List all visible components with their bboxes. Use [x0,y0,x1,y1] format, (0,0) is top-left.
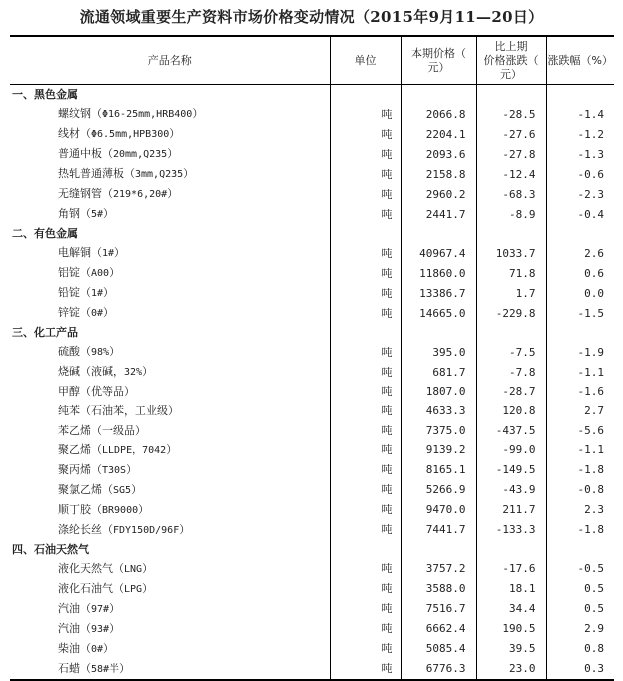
product-price: 5266.9 [401,480,476,500]
product-name-text: 柴油（ [58,641,91,655]
product-pct: -0.5 [577,562,604,576]
product-pct: -0.8 [577,483,604,497]
product-change: 23.0 [476,659,546,680]
product-name-text: 石蜡（ [58,661,91,675]
product-name-text: 线材（ [58,127,91,141]
product-pct: 0.5 [584,582,604,596]
product-spec-close: ） [142,561,154,575]
category-row [10,85,614,105]
product-spec: LLDPE，7042 [102,444,167,456]
product-name [10,520,330,540]
product-unit: 吨 [330,659,401,680]
product-change: -149.5 [476,460,546,480]
product-price: 9470.0 [401,500,476,520]
product-price: 2441.7 [401,204,476,224]
product-name-text: 普通中板（ [58,147,113,161]
product-spec-close: ） [192,107,204,121]
category-change-cell [476,540,546,559]
product-spec-close: ） [109,601,121,615]
product-name-text: 液化石油气（ [58,581,124,595]
product-change: 71.8 [476,263,546,283]
table-row [10,342,614,362]
product-spec-close: ） [166,442,178,456]
product-spec-close: ） [109,266,121,280]
category-row [10,540,614,559]
product-unit: 吨 [330,144,401,164]
product-spec: 5# [91,209,104,221]
product-spec: A00 [91,268,110,280]
product-change: -12.4 [476,164,546,184]
category-change-cell [476,224,546,243]
category-change-cell [476,323,546,342]
product-change: 190.5 [476,619,546,639]
product-price: 6662.4 [401,619,476,639]
product-unit: 吨 [330,520,401,540]
product-unit: 吨 [330,204,401,224]
product-pct: -1.1 [577,443,604,457]
product-unit: 吨 [330,104,401,124]
header-pct: 涨跌幅（%） [546,36,614,85]
product-spec-close: ） [109,345,121,359]
header-change [476,36,546,85]
table-row [10,104,614,124]
category-unit-cell [330,224,401,243]
product-spec-close: ） [103,286,115,300]
product-pct: -1.5 [577,306,604,320]
product-spec: 97# [91,603,110,615]
product-price: 8165.1 [401,460,476,480]
price-table [10,35,614,681]
product-spec-close: ） [103,306,115,320]
product-name [10,440,330,460]
product-name-text: 硫酸（ [58,345,91,359]
category-price-cell [401,85,476,105]
product-name [10,420,330,439]
product-name [10,303,330,323]
product-pct: -1.3 [577,147,604,161]
table-row [10,460,614,480]
header-change-line3: 元） [500,67,522,81]
product-pct: 0.8 [584,642,604,656]
table-row [10,599,614,619]
table-row [10,619,614,639]
product-price: 2960.2 [401,184,476,204]
product-name-text: 角钢（ [58,207,91,221]
product-unit: 吨 [330,263,401,283]
product-name [10,342,330,362]
product-name-text: 烧碱（液碱， [58,365,124,379]
table-row [10,184,614,204]
product-name-text: 苯乙烯（一级品） [58,423,146,437]
product-spec: 1# [102,248,115,260]
product-unit: 吨 [330,243,401,263]
product-change: -28.7 [476,382,546,401]
product-pct: 2.3 [584,503,604,517]
header-change-line2: 价格涨跌（ [483,53,539,67]
product-name-text: 电解铜（ [58,246,102,260]
product-pct: -0.6 [577,167,604,181]
product-change: -68.3 [476,184,546,204]
product-name-text: 汽油（ [58,601,91,615]
category-price-cell [401,224,476,243]
table-row [10,382,614,401]
product-unit: 吨 [330,124,401,144]
product-name [10,204,330,224]
product-pct: 0.6 [584,266,604,280]
product-pct: -0.4 [577,207,604,221]
product-price: 1807.0 [401,382,476,401]
product-name [10,283,330,303]
product-name-text: 聚乙烯（ [58,442,102,456]
product-name-text: 纯苯（石油苯，工业级） [58,404,179,418]
product-pct: -1.9 [577,345,604,359]
product-price: 11860.0 [401,263,476,283]
product-spec-close: ） [103,207,115,221]
product-name [10,243,330,263]
product-price: 2158.8 [401,164,476,184]
product-change: -99.0 [476,440,546,460]
table-row [10,144,614,164]
product-price: 3588.0 [401,579,476,599]
table-row [10,362,614,382]
table-row [10,559,614,579]
table-row [10,164,614,184]
product-unit: 吨 [330,579,401,599]
product-spec-close: ） [103,641,115,655]
table-row [10,420,614,439]
table-row [10,204,614,224]
product-spec: 1# [91,288,104,300]
product-spec-close: ） [167,187,179,201]
category-price-cell [401,540,476,559]
product-pct: -2.3 [577,187,604,201]
product-name [10,362,330,382]
product-price: 2204.1 [401,124,476,144]
product-pct: -1.6 [577,385,604,399]
category-row [10,323,614,342]
product-spec: LPG [124,583,143,595]
product-pct: 2.9 [584,622,604,636]
product-name-text: 聚丙烯（ [58,462,102,476]
product-change: 1.7 [476,283,546,303]
product-name [10,639,330,659]
product-change: -7.5 [476,342,546,362]
product-spec-close: ） [109,621,121,635]
product-name-text: 汽油（ [58,621,91,635]
table-row [10,303,614,323]
product-pct: 0.5 [584,602,604,616]
table-row [10,579,614,599]
product-name-text: 热轧普通薄板（ [58,167,135,181]
table-row [10,639,614,659]
product-name-text: 无缝钢管（ [58,187,113,201]
table-row [10,500,614,520]
header-unit: 单位 [330,36,401,85]
product-unit: 吨 [330,460,401,480]
table-row [10,480,614,500]
category-row [10,224,614,243]
product-price: 2066.8 [401,104,476,124]
product-name [10,184,330,204]
product-price: 3757.2 [401,559,476,579]
product-spec-close: ） [119,661,131,675]
product-spec: 0# [91,643,104,655]
product-name [10,659,330,680]
table-row [10,440,614,460]
table-row [10,659,614,680]
product-spec: Φ16-25mm,HRB400 [102,109,193,121]
header-price-line1: 本期价格（ [411,46,466,60]
product-spec-close: ） [138,502,150,516]
product-pct: 2.7 [584,404,604,418]
product-spec-close: ） [142,581,154,595]
product-spec: 20mm,Q235 [113,149,168,161]
product-unit: 吨 [330,480,401,500]
page-title: 流通领域重要生产资料市场价格变动情况（2015年9月11—20日） [79,8,544,26]
product-price: 7375.0 [401,420,476,439]
product-name [10,104,330,124]
product-change: 211.7 [476,500,546,520]
product-name [10,619,330,639]
category-change-cell [476,85,546,105]
product-name [10,144,330,164]
category-pct-cell [546,540,614,559]
product-change: -43.9 [476,480,546,500]
product-spec-close: ） [126,462,138,476]
product-price: 13386.7 [401,283,476,303]
category-label: 三、化工产品 [10,323,330,342]
product-price: 395.0 [401,342,476,362]
product-price: 6776.3 [401,659,476,680]
product-unit: 吨 [330,342,401,362]
product-pct: 0.3 [584,662,604,676]
product-name-text: 铅锭（ [58,286,91,300]
product-spec: FDY150D/96F [113,524,180,536]
product-spec-close: ） [142,365,154,379]
product-unit: 吨 [330,639,401,659]
table-row [10,243,614,263]
product-pct: -1.2 [577,127,604,141]
category-unit-cell [330,540,401,559]
product-name [10,559,330,579]
product-unit: 吨 [330,401,401,420]
category-unit-cell [330,85,401,105]
product-unit: 吨 [330,559,401,579]
product-name-text: 顺丁胶（ [58,502,102,516]
product-pct: -1.4 [577,107,604,121]
table-row [10,283,614,303]
product-unit: 吨 [330,164,401,184]
product-name [10,382,330,401]
product-unit: 吨 [330,599,401,619]
table-row [10,520,614,540]
product-unit: 吨 [330,303,401,323]
product-spec: 0# [91,308,104,320]
category-price-cell [401,323,476,342]
product-unit: 吨 [330,619,401,639]
product-change: -7.8 [476,362,546,382]
product-name [10,480,330,500]
product-change: -17.6 [476,559,546,579]
product-change: -28.5 [476,104,546,124]
table-row [10,124,614,144]
product-name-text: 甲醇（优等品） [58,385,135,399]
product-change: 39.5 [476,639,546,659]
product-unit: 吨 [330,184,401,204]
product-change: -27.6 [476,124,546,144]
product-price: 40967.4 [401,243,476,263]
table-header [10,36,614,85]
product-pct: -1.8 [577,463,604,477]
product-name [10,579,330,599]
header-name: 产品名称 [10,36,330,85]
product-name [10,599,330,619]
product-price: 5085.4 [401,639,476,659]
category-pct-cell [546,85,614,105]
product-price: 7441.7 [401,520,476,540]
table-row [10,263,614,283]
product-change: 18.1 [476,579,546,599]
product-name [10,401,330,420]
product-pct: -5.6 [577,423,604,437]
product-spec: 93# [91,623,110,635]
product-spec: SG5 [113,484,132,496]
category-unit-cell [330,323,401,342]
product-change: -229.8 [476,303,546,323]
header-price-line2: 元） [427,60,450,74]
product-name-text: 铝锭（ [58,266,91,280]
product-name-text: 涤纶长丝（ [58,522,113,536]
product-name-text: 锌锭（ [58,306,91,320]
product-spec-close: ） [114,246,126,260]
product-change: -133.3 [476,520,546,540]
product-spec: T30S [102,464,127,476]
header-price [401,36,476,85]
product-price: 681.7 [401,362,476,382]
product-name-text: 液化天然气（ [58,561,124,575]
product-price: 4633.3 [401,401,476,420]
product-name [10,263,330,283]
category-label: 四、石油天然气 [10,540,330,559]
product-spec: BR9000 [102,504,139,516]
product-spec: 32% [124,367,143,379]
product-pct: -1.8 [577,523,604,537]
product-spec: LNG [124,563,143,575]
product-change: 1033.7 [476,243,546,263]
product-change: -27.8 [476,144,546,164]
category-label: 二、有色金属 [10,224,330,243]
product-spec: 98% [91,347,110,359]
category-pct-cell [546,224,614,243]
product-pct: -1.1 [577,365,604,379]
product-pct: 2.6 [584,246,604,260]
product-spec-close: ） [167,147,179,161]
header-change-line1: 比上期 [494,39,528,53]
product-spec-close: ） [183,167,195,181]
category-label: 一、黑色金属 [10,85,330,105]
product-unit: 吨 [330,283,401,303]
product-change: 120.8 [476,401,546,420]
product-unit: 吨 [330,440,401,460]
product-price: 2093.6 [401,144,476,164]
product-unit: 吨 [330,500,401,520]
product-spec: 219*6,20# [113,189,168,201]
product-spec: Φ6.5mm,HPB300 [91,129,170,141]
product-name [10,460,330,480]
product-name [10,124,330,144]
product-spec-close: ） [169,127,181,141]
product-unit: 吨 [330,362,401,382]
category-pct-cell [546,323,614,342]
product-unit: 吨 [330,420,401,439]
product-price: 7516.7 [401,599,476,619]
product-price: 14665.0 [401,303,476,323]
table-row [10,401,614,420]
product-change: -8.9 [476,204,546,224]
product-change: -437.5 [476,420,546,439]
product-price: 9139.2 [401,440,476,460]
product-spec: 58#半 [91,663,120,675]
product-unit: 吨 [330,382,401,401]
product-name-text: 螺纹钢（ [58,107,102,121]
product-spec-close: ） [179,522,191,536]
product-change: 34.4 [476,599,546,619]
product-name [10,164,330,184]
table-body [10,85,614,680]
product-spec: 3mm,Q235 [135,169,184,181]
product-name [10,500,330,520]
product-spec-close: ） [131,482,143,496]
product-pct: 0.0 [584,286,604,300]
product-name-text: 聚氯乙烯（ [58,482,113,496]
